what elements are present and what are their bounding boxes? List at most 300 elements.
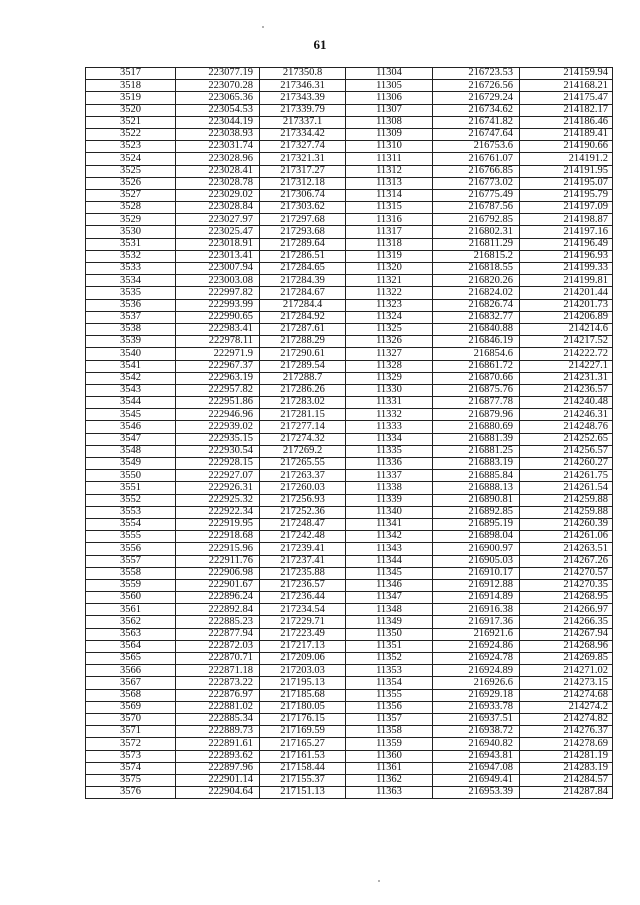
y-coordinate-cell: 217239.41 <box>260 543 346 555</box>
point-number-cell: 3574 <box>86 762 176 774</box>
point-number-cell: 3543 <box>86 384 176 396</box>
table-row <box>86 263 613 275</box>
point-number-cell: 3550 <box>86 470 176 482</box>
point-number-cell: 3570 <box>86 713 176 725</box>
x-coordinate-cell: 216802.31 <box>433 226 520 238</box>
table-row <box>86 774 613 786</box>
y-coordinate-cell: 217293.68 <box>260 226 346 238</box>
y-coordinate-cell: 217312.18 <box>260 177 346 189</box>
x-coordinate-cell: 216929.18 <box>433 689 520 701</box>
y-coordinate-cell: 214278.69 <box>520 738 613 750</box>
x-coordinate-cell: 222873.22 <box>176 677 260 689</box>
y-coordinate-cell: 214198.87 <box>520 214 613 226</box>
point-number-cell: 3529 <box>86 214 176 226</box>
y-coordinate-cell: 214276.37 <box>520 726 613 738</box>
x-coordinate-cell: 216826.74 <box>433 299 520 311</box>
point-number-cell: 11351 <box>346 640 433 652</box>
point-number-cell: 11343 <box>346 543 433 555</box>
table-row <box>86 214 613 226</box>
y-coordinate-cell: 217283.02 <box>260 397 346 409</box>
point-number-cell: 3563 <box>86 628 176 640</box>
table-row <box>86 311 613 323</box>
table-row <box>86 360 613 372</box>
y-coordinate-cell: 217217.13 <box>260 640 346 652</box>
y-coordinate-cell: 214195.79 <box>520 189 613 201</box>
point-number-cell: 11341 <box>346 518 433 530</box>
y-coordinate-cell: 214236.57 <box>520 384 613 396</box>
point-number-cell: 11311 <box>346 153 433 165</box>
point-number-cell: 11350 <box>346 628 433 640</box>
x-coordinate-cell: 222877.94 <box>176 628 260 640</box>
x-coordinate-cell: 223028.84 <box>176 202 260 214</box>
point-number-cell: 11336 <box>346 458 433 470</box>
y-coordinate-cell: 214206.89 <box>520 311 613 323</box>
y-coordinate-cell: 217289.64 <box>260 238 346 250</box>
y-coordinate-cell: 214195.07 <box>520 177 613 189</box>
y-coordinate-cell: 217277.14 <box>260 421 346 433</box>
y-coordinate-cell: 214199.33 <box>520 263 613 275</box>
x-coordinate-cell: 222957.82 <box>176 384 260 396</box>
point-number-cell: 11342 <box>346 531 433 543</box>
x-coordinate-cell: 222904.64 <box>176 787 260 799</box>
point-number-cell: 11305 <box>346 80 433 92</box>
y-coordinate-cell: 217286.26 <box>260 384 346 396</box>
point-number-cell: 11360 <box>346 750 433 762</box>
x-coordinate-cell: 222911.76 <box>176 555 260 567</box>
x-coordinate-cell: 216938.72 <box>433 726 520 738</box>
table-row <box>86 482 613 494</box>
x-coordinate-cell: 222971.9 <box>176 348 260 360</box>
point-number-cell: 11338 <box>346 482 433 494</box>
x-coordinate-cell: 223013.41 <box>176 250 260 262</box>
x-coordinate-cell: 216773.02 <box>433 177 520 189</box>
table-row <box>86 372 613 384</box>
x-coordinate-cell: 216840.88 <box>433 323 520 335</box>
x-coordinate-cell: 216881.25 <box>433 445 520 457</box>
point-number-cell: 11312 <box>346 165 433 177</box>
y-coordinate-cell: 214231.31 <box>520 372 613 384</box>
point-number-cell: 3521 <box>86 116 176 128</box>
point-number-cell: 11334 <box>346 433 433 445</box>
table-row <box>86 494 613 506</box>
x-coordinate-cell: 216766.85 <box>433 165 520 177</box>
y-coordinate-cell: 214259.88 <box>520 506 613 518</box>
y-coordinate-cell: 217337.1 <box>260 116 346 128</box>
y-coordinate-cell: 214159.94 <box>520 68 613 80</box>
y-coordinate-cell: 217236.44 <box>260 592 346 604</box>
y-coordinate-cell: 214191.2 <box>520 153 613 165</box>
x-coordinate-cell: 223044.19 <box>176 116 260 128</box>
x-coordinate-cell: 222906.98 <box>176 567 260 579</box>
point-number-cell: 11330 <box>346 384 433 396</box>
y-coordinate-cell: 214182.17 <box>520 104 613 116</box>
point-number-cell: 11359 <box>346 738 433 750</box>
point-number-cell: 3549 <box>86 458 176 470</box>
y-coordinate-cell: 217289.54 <box>260 360 346 372</box>
point-number-cell: 3525 <box>86 165 176 177</box>
y-coordinate-cell: 214270.57 <box>520 567 613 579</box>
y-coordinate-cell: 214261.75 <box>520 470 613 482</box>
y-coordinate-cell: 214240.48 <box>520 397 613 409</box>
table-row <box>86 68 613 80</box>
x-coordinate-cell: 216892.85 <box>433 506 520 518</box>
y-coordinate-cell: 214268.96 <box>520 640 613 652</box>
x-coordinate-cell: 222892.84 <box>176 604 260 616</box>
y-coordinate-cell: 214260.39 <box>520 518 613 530</box>
y-coordinate-cell: 217288.29 <box>260 336 346 348</box>
page-number: 61 <box>313 37 327 52</box>
table-row <box>86 299 613 311</box>
y-coordinate-cell: 214271.02 <box>520 665 613 677</box>
y-coordinate-cell: 214267.94 <box>520 628 613 640</box>
y-coordinate-cell: 214191.95 <box>520 165 613 177</box>
point-number-cell: 11346 <box>346 579 433 591</box>
point-number-cell: 11363 <box>346 787 433 799</box>
point-number-cell: 3573 <box>86 750 176 762</box>
x-coordinate-cell: 216723.53 <box>433 68 520 80</box>
point-number-cell: 11345 <box>346 567 433 579</box>
y-coordinate-cell: 217269.2 <box>260 445 346 457</box>
point-number-cell: 11309 <box>346 128 433 140</box>
x-coordinate-cell: 216792.85 <box>433 214 520 226</box>
y-coordinate-cell: 214283.19 <box>520 762 613 774</box>
point-number-cell: 11324 <box>346 311 433 323</box>
point-number-cell: 11339 <box>346 494 433 506</box>
point-number-cell: 3566 <box>86 665 176 677</box>
table-row <box>86 665 613 677</box>
point-number-cell: 3528 <box>86 202 176 214</box>
table-row <box>86 628 613 640</box>
x-coordinate-cell: 216924.86 <box>433 640 520 652</box>
point-number-cell: 11316 <box>346 214 433 226</box>
point-number-cell: 3517 <box>86 68 176 80</box>
y-coordinate-cell: 217185.68 <box>260 689 346 701</box>
y-coordinate-cell: 217237.41 <box>260 555 346 567</box>
x-coordinate-cell: 216726.56 <box>433 80 520 92</box>
point-number-cell: 11349 <box>346 616 433 628</box>
x-coordinate-cell: 216905.03 <box>433 555 520 567</box>
point-number-cell: 3522 <box>86 128 176 140</box>
y-coordinate-cell: 217176.15 <box>260 713 346 725</box>
y-coordinate-cell: 214287.84 <box>520 787 613 799</box>
point-number-cell: 3568 <box>86 689 176 701</box>
y-coordinate-cell: 217284.4 <box>260 299 346 311</box>
table-row <box>86 153 613 165</box>
point-number-cell: 11361 <box>346 762 433 774</box>
table-row <box>86 543 613 555</box>
y-coordinate-cell: 217284.92 <box>260 311 346 323</box>
table-row <box>86 713 613 725</box>
y-coordinate-cell: 217288.7 <box>260 372 346 384</box>
point-number-cell: 3526 <box>86 177 176 189</box>
x-coordinate-cell: 222889.73 <box>176 726 260 738</box>
point-number-cell: 11327 <box>346 348 433 360</box>
point-number-cell: 3558 <box>86 567 176 579</box>
point-number-cell: 3555 <box>86 531 176 543</box>
x-coordinate-cell: 216885.84 <box>433 470 520 482</box>
x-coordinate-cell: 222881.02 <box>176 701 260 713</box>
table-body <box>86 68 613 799</box>
x-coordinate-cell: 222876.97 <box>176 689 260 701</box>
x-coordinate-cell: 222967.37 <box>176 360 260 372</box>
y-coordinate-cell: 214196.49 <box>520 238 613 250</box>
point-number-cell: 3539 <box>86 336 176 348</box>
point-number-cell: 11362 <box>346 774 433 786</box>
x-coordinate-cell: 222885.34 <box>176 713 260 725</box>
y-coordinate-cell: 217229.71 <box>260 616 346 628</box>
x-coordinate-cell: 216949.41 <box>433 774 520 786</box>
table-row <box>86 506 613 518</box>
point-number-cell: 3542 <box>86 372 176 384</box>
y-coordinate-cell: 214266.35 <box>520 616 613 628</box>
table-row <box>86 787 613 799</box>
point-number-cell: 3553 <box>86 506 176 518</box>
y-coordinate-cell: 217281.15 <box>260 409 346 421</box>
table-row <box>86 750 613 762</box>
x-coordinate-cell: 216761.07 <box>433 153 520 165</box>
table-row <box>86 397 613 409</box>
point-number-cell: 3538 <box>86 323 176 335</box>
x-coordinate-cell: 216820.26 <box>433 275 520 287</box>
x-coordinate-cell: 222978.11 <box>176 336 260 348</box>
x-coordinate-cell: 222935.15 <box>176 433 260 445</box>
point-number-cell: 3571 <box>86 726 176 738</box>
x-coordinate-cell: 216921.6 <box>433 628 520 640</box>
point-number-cell: 3541 <box>86 360 176 372</box>
point-number-cell: 3537 <box>86 311 176 323</box>
y-coordinate-cell: 217256.93 <box>260 494 346 506</box>
x-coordinate-cell: 216914.89 <box>433 592 520 604</box>
x-coordinate-cell: 222871.18 <box>176 665 260 677</box>
y-coordinate-cell: 214259.88 <box>520 494 613 506</box>
point-number-cell: 3536 <box>86 299 176 311</box>
y-coordinate-cell: 217284.65 <box>260 263 346 275</box>
point-number-cell: 3564 <box>86 640 176 652</box>
y-coordinate-cell: 214201.73 <box>520 299 613 311</box>
y-coordinate-cell: 217209.06 <box>260 653 346 665</box>
y-coordinate-cell: 214268.95 <box>520 592 613 604</box>
y-coordinate-cell: 214274.68 <box>520 689 613 701</box>
y-coordinate-cell: 217297.68 <box>260 214 346 226</box>
x-coordinate-cell: 216734.62 <box>433 104 520 116</box>
point-number-cell: 3527 <box>86 189 176 201</box>
x-coordinate-cell: 223065.36 <box>176 92 260 104</box>
point-number-cell: 3532 <box>86 250 176 262</box>
x-coordinate-cell: 216741.82 <box>433 116 520 128</box>
table-row <box>86 445 613 457</box>
table-row <box>86 336 613 348</box>
table-row <box>86 726 613 738</box>
table-row <box>86 80 613 92</box>
point-number-cell: 11318 <box>346 238 433 250</box>
x-coordinate-cell: 222893.62 <box>176 750 260 762</box>
x-coordinate-cell: 222926.31 <box>176 482 260 494</box>
table-row <box>86 189 613 201</box>
table-row <box>86 165 613 177</box>
table-row <box>86 640 613 652</box>
y-coordinate-cell: 217350.8 <box>260 68 346 80</box>
x-coordinate-cell: 216953.39 <box>433 787 520 799</box>
table-row <box>86 567 613 579</box>
y-coordinate-cell: 217339.79 <box>260 104 346 116</box>
x-coordinate-cell: 222872.03 <box>176 640 260 652</box>
y-coordinate-cell: 217158.44 <box>260 762 346 774</box>
x-coordinate-cell: 216877.78 <box>433 397 520 409</box>
point-number-cell: 11322 <box>346 287 433 299</box>
y-coordinate-cell: 217203.03 <box>260 665 346 677</box>
y-coordinate-cell: 214186.46 <box>520 116 613 128</box>
x-coordinate-cell: 222997.82 <box>176 287 260 299</box>
point-number-cell: 11358 <box>346 726 433 738</box>
y-coordinate-cell: 217155.37 <box>260 774 346 786</box>
point-number-cell: 11323 <box>346 299 433 311</box>
point-number-cell: 11352 <box>346 653 433 665</box>
y-coordinate-cell: 217252.36 <box>260 506 346 518</box>
y-coordinate-cell: 214260.27 <box>520 458 613 470</box>
x-coordinate-cell: 216947.08 <box>433 762 520 774</box>
point-number-cell: 3567 <box>86 677 176 689</box>
point-number-cell: 3551 <box>86 482 176 494</box>
y-coordinate-cell: 217274.32 <box>260 433 346 445</box>
point-number-cell: 3533 <box>86 263 176 275</box>
point-number-cell: 11307 <box>346 104 433 116</box>
x-coordinate-cell: 222901.14 <box>176 774 260 786</box>
y-coordinate-cell: 214273.15 <box>520 677 613 689</box>
point-number-cell: 11317 <box>346 226 433 238</box>
table-row <box>86 458 613 470</box>
x-coordinate-cell: 223007.94 <box>176 263 260 275</box>
x-coordinate-cell: 223025.47 <box>176 226 260 238</box>
y-coordinate-cell: 214256.57 <box>520 445 613 457</box>
x-coordinate-cell: 223029.02 <box>176 189 260 201</box>
x-coordinate-cell: 222939.02 <box>176 421 260 433</box>
x-coordinate-cell: 216846.19 <box>433 336 520 348</box>
y-coordinate-cell: 214168.21 <box>520 80 613 92</box>
table-row <box>86 531 613 543</box>
point-number-cell: 3554 <box>86 518 176 530</box>
coordinates-table <box>85 67 613 799</box>
table-row <box>86 555 613 567</box>
table-row <box>86 202 613 214</box>
y-coordinate-cell: 217284.39 <box>260 275 346 287</box>
y-coordinate-cell: 217248.47 <box>260 518 346 530</box>
point-number-cell: 11321 <box>346 275 433 287</box>
x-coordinate-cell: 223054.53 <box>176 104 260 116</box>
y-coordinate-cell: 217242.48 <box>260 531 346 543</box>
y-coordinate-cell: 217161.53 <box>260 750 346 762</box>
y-coordinate-cell: 214266.97 <box>520 604 613 616</box>
x-coordinate-cell: 216861.72 <box>433 360 520 372</box>
x-coordinate-cell: 216895.19 <box>433 518 520 530</box>
y-coordinate-cell: 217260.03 <box>260 482 346 494</box>
point-number-cell: 11320 <box>346 263 433 275</box>
point-number-cell: 3531 <box>86 238 176 250</box>
table-row <box>86 348 613 360</box>
point-number-cell: 11326 <box>346 336 433 348</box>
table-row <box>86 579 613 591</box>
x-coordinate-cell: 216933.78 <box>433 701 520 713</box>
table-row <box>86 604 613 616</box>
point-number-cell: 11314 <box>346 189 433 201</box>
x-coordinate-cell: 222896.24 <box>176 592 260 604</box>
y-coordinate-cell: 214270.35 <box>520 579 613 591</box>
x-coordinate-cell: 216870.66 <box>433 372 520 384</box>
y-coordinate-cell: 217223.49 <box>260 628 346 640</box>
table-row <box>86 518 613 530</box>
scan-mark-top <box>262 26 264 28</box>
table-row <box>86 470 613 482</box>
point-number-cell: 3545 <box>86 409 176 421</box>
y-coordinate-cell: 214261.54 <box>520 482 613 494</box>
x-coordinate-cell: 216924.89 <box>433 665 520 677</box>
table-row <box>86 384 613 396</box>
point-number-cell: 3572 <box>86 738 176 750</box>
table-row <box>86 238 613 250</box>
x-coordinate-cell: 222925.32 <box>176 494 260 506</box>
point-number-cell: 3519 <box>86 92 176 104</box>
y-coordinate-cell: 214269.85 <box>520 653 613 665</box>
y-coordinate-cell: 214281.19 <box>520 750 613 762</box>
point-number-cell: 11325 <box>346 323 433 335</box>
point-number-cell: 11356 <box>346 701 433 713</box>
point-number-cell: 11332 <box>346 409 433 421</box>
y-coordinate-cell: 217343.39 <box>260 92 346 104</box>
point-number-cell: 11329 <box>346 372 433 384</box>
y-coordinate-cell: 214263.51 <box>520 543 613 555</box>
x-coordinate-cell: 222993.99 <box>176 299 260 311</box>
point-number-cell: 11331 <box>346 397 433 409</box>
point-number-cell: 11354 <box>346 677 433 689</box>
x-coordinate-cell: 216832.77 <box>433 311 520 323</box>
y-coordinate-cell: 217236.57 <box>260 579 346 591</box>
y-coordinate-cell: 217321.31 <box>260 153 346 165</box>
point-number-cell: 11355 <box>346 689 433 701</box>
x-coordinate-cell: 216880.69 <box>433 421 520 433</box>
point-number-cell: 3534 <box>86 275 176 287</box>
y-coordinate-cell: 217195.13 <box>260 677 346 689</box>
y-coordinate-cell: 217287.61 <box>260 323 346 335</box>
y-coordinate-cell: 214189.41 <box>520 128 613 140</box>
point-number-cell: 3546 <box>86 421 176 433</box>
x-coordinate-cell: 223070.28 <box>176 80 260 92</box>
table-row <box>86 433 613 445</box>
y-coordinate-cell: 214248.76 <box>520 421 613 433</box>
point-number-cell: 11353 <box>346 665 433 677</box>
y-coordinate-cell: 217284.67 <box>260 287 346 299</box>
y-coordinate-cell: 217165.27 <box>260 738 346 750</box>
point-number-cell: 3544 <box>86 397 176 409</box>
point-number-cell: 11315 <box>346 202 433 214</box>
y-coordinate-cell: 217235.88 <box>260 567 346 579</box>
x-coordinate-cell: 216924.78 <box>433 653 520 665</box>
y-coordinate-cell: 217263.37 <box>260 470 346 482</box>
point-number-cell: 3565 <box>86 653 176 665</box>
y-coordinate-cell: 217286.51 <box>260 250 346 262</box>
point-number-cell: 3560 <box>86 592 176 604</box>
x-coordinate-cell: 216818.55 <box>433 263 520 275</box>
x-coordinate-cell: 216900.97 <box>433 543 520 555</box>
point-number-cell: 3540 <box>86 348 176 360</box>
y-coordinate-cell: 214274.2 <box>520 701 613 713</box>
x-coordinate-cell: 216815.2 <box>433 250 520 262</box>
y-coordinate-cell: 214190.66 <box>520 141 613 153</box>
table-row <box>86 653 613 665</box>
x-coordinate-cell: 222870.71 <box>176 653 260 665</box>
x-coordinate-cell: 216888.13 <box>433 482 520 494</box>
x-coordinate-cell: 222930.54 <box>176 445 260 457</box>
x-coordinate-cell: 222990.65 <box>176 311 260 323</box>
x-coordinate-cell: 223018.91 <box>176 238 260 250</box>
